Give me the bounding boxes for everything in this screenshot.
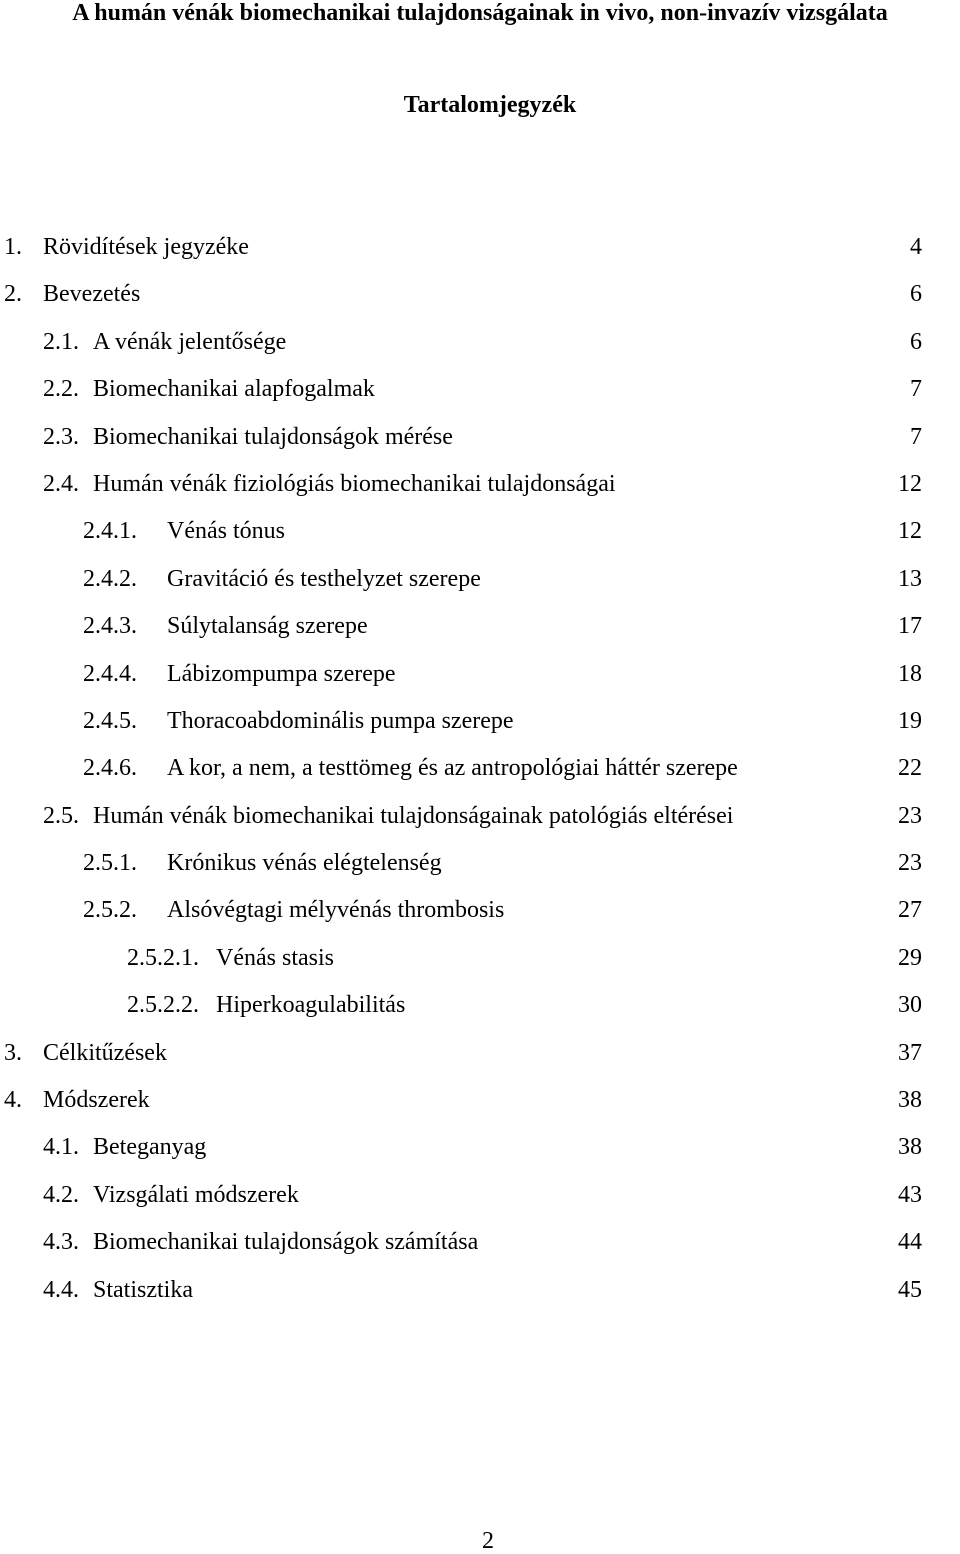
toc-entry-page: 44: [898, 1229, 922, 1256]
toc-entry-page: 12: [898, 518, 922, 545]
toc-entry-page: 12: [898, 470, 922, 497]
toc-entry-label: Beteganyag: [93, 1134, 207, 1161]
toc-entry-label: Humán vénák biomechanikai tulajdonságainak patológiás eltérései: [93, 802, 734, 829]
toc-entry-page: 7: [910, 376, 922, 403]
toc-entry[interactable]: [0, 943, 960, 990]
toc-entry-number: 2.: [4, 281, 22, 308]
toc-entry[interactable]: [0, 848, 960, 895]
document-title: A humán vénák biomechanikai tulajdonságainak in vivo, non-invazív vizsgálata: [72, 0, 888, 26]
toc-entry-number: 2.4.2.: [83, 565, 137, 592]
toc-entry[interactable]: [0, 374, 960, 421]
toc-entry-page: 4: [910, 234, 922, 260]
toc-entry-label: Biomechanikai alapfogalmak: [93, 376, 375, 403]
toc-entry-page: 17: [898, 613, 922, 640]
toc-entry-label: Humán vénák fiziológiás biomechanikai tulajdonságai: [93, 470, 616, 497]
toc-entry-label: Bevezetés: [43, 281, 141, 308]
toc-entry-label: Hiperkoagulabilitás: [216, 992, 406, 1019]
toc-entry-label: Biomechanikai tulajdonságok mérése: [93, 423, 453, 450]
toc-entry-page: 18: [898, 660, 922, 687]
toc-entry-number: 1.: [4, 234, 22, 260]
toc-entry[interactable]: [0, 1275, 960, 1322]
toc-entry-page: 27: [898, 897, 922, 924]
toc-entry-page: 37: [898, 1039, 922, 1066]
toc-entry-page: 22: [898, 755, 922, 782]
toc-entry[interactable]: [0, 1132, 960, 1179]
toc-entry-number: 2.4.3.: [83, 613, 137, 640]
toc-entry[interactable]: [0, 659, 960, 706]
toc-entry-number: 4.3.: [43, 1229, 79, 1256]
toc-entry[interactable]: [0, 1227, 960, 1274]
toc-entry-page: 45: [898, 1276, 922, 1303]
page-number: 2: [482, 1528, 494, 1554]
toc-entry-page: 38: [898, 1087, 922, 1114]
toc-entry[interactable]: [0, 516, 960, 563]
toc-entry-number: 2.4.4.: [83, 660, 137, 687]
toc-entry[interactable]: [0, 422, 960, 469]
toc-entry-number: 2.5.2.: [83, 897, 137, 924]
toc-entry[interactable]: [0, 279, 960, 326]
toc-entry-label: Gravitáció és testhelyzet szerepe: [167, 565, 481, 592]
toc-entry-number: 2.4.6.: [83, 755, 137, 782]
toc-entry-number: 2.4.5.: [83, 707, 137, 734]
toc-entry-label: Alsóvégtagi mélyvénás thrombosis: [167, 897, 505, 924]
table-of-contents: [0, 232, 960, 1322]
toc-entry-label: A vénák jelentősége: [93, 328, 287, 355]
toc-heading: Tartalomjegyzék: [403, 92, 577, 118]
toc-entry-number: 2.4.1.: [83, 518, 137, 545]
toc-entry[interactable]: [0, 895, 960, 942]
toc-entry-number: 2.5.2.1.: [127, 944, 199, 971]
toc-entry-number: 2.5.2.2.: [127, 992, 199, 1019]
toc-entry-label: A kor, a nem, a testtömeg és az antropológiai háttér szerepe: [167, 755, 738, 782]
toc-entry-number: 2.5.: [43, 802, 79, 829]
toc-entry-number: 2.4.: [43, 470, 79, 497]
toc-entry-label: Vénás stasis: [216, 944, 334, 971]
toc-entry-page: 23: [898, 802, 922, 829]
toc-entry[interactable]: [0, 753, 960, 800]
toc-entry-page: 6: [910, 281, 922, 308]
toc-entry-number: 4.4.: [43, 1276, 79, 1303]
toc-entry-page: 29: [898, 944, 922, 971]
toc-entry-label: Vénás tónus: [167, 518, 285, 545]
toc-entry-label: Módszerek: [43, 1087, 150, 1114]
toc-entry[interactable]: [0, 706, 960, 753]
toc-entry-number: 2.2.: [43, 376, 79, 403]
toc-entry-number: 4.2.: [43, 1181, 79, 1208]
toc-entry-page: 7: [910, 423, 922, 450]
toc-entry-page: 38: [898, 1134, 922, 1161]
toc-entry[interactable]: [0, 1038, 960, 1085]
toc-entry-page: 43: [898, 1181, 922, 1208]
toc-entry[interactable]: [0, 232, 960, 279]
toc-entry-label: Biomechanikai tulajdonságok számítása: [93, 1229, 479, 1256]
toc-entry-page: 6: [910, 328, 922, 355]
toc-entry-number: 3.: [4, 1039, 22, 1066]
toc-entry-page: 30: [898, 992, 922, 1019]
toc-entry-label: Rövidítések jegyzéke: [43, 234, 249, 260]
toc-entry-label: Statisztika: [93, 1276, 193, 1303]
toc-entry[interactable]: [0, 564, 960, 611]
toc-entry-page: 19: [898, 707, 922, 734]
toc-entry-label: Súlytalanság szerepe: [167, 613, 368, 640]
toc-entry[interactable]: [0, 327, 960, 374]
toc-entry[interactable]: [0, 801, 960, 848]
toc-entry-number: 2.1.: [43, 328, 79, 355]
toc-entry-label: Thoracoabdominális pumpa szerepe: [167, 707, 514, 734]
toc-entry-number: 4.: [4, 1087, 22, 1114]
toc-entry[interactable]: [0, 611, 960, 658]
toc-entry[interactable]: [0, 990, 960, 1037]
toc-entry-page: 13: [898, 565, 922, 592]
toc-entry-label: Vizsgálati módszerek: [93, 1181, 299, 1208]
toc-entry-label: Krónikus vénás elégtelenség: [167, 850, 442, 877]
toc-entry[interactable]: [0, 469, 960, 516]
toc-entry-number: 4.1.: [43, 1134, 79, 1161]
toc-entry-label: Lábizompumpa szerepe: [167, 660, 396, 687]
toc-entry[interactable]: [0, 1180, 960, 1227]
toc-entry-number: 2.3.: [43, 423, 79, 450]
toc-entry-number: 2.5.1.: [83, 850, 137, 877]
toc-entry[interactable]: [0, 1085, 960, 1132]
toc-entry-label: Célkitűzések: [43, 1039, 167, 1066]
toc-entry-page: 23: [898, 850, 922, 877]
